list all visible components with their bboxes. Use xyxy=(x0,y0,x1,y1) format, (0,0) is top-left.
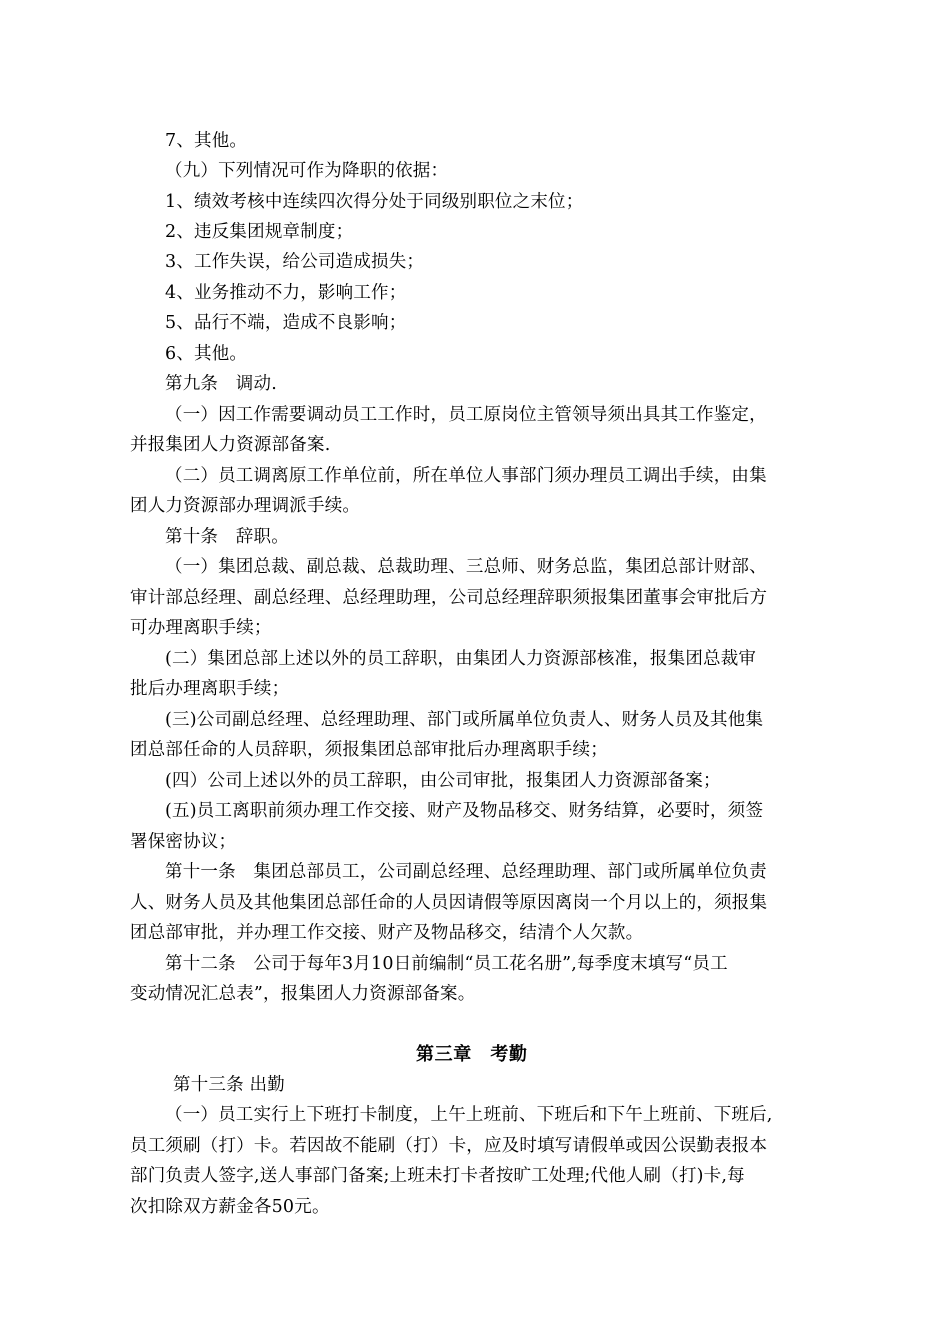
text-line: 1、绩效考核中连续四次得分处于同级别职位之末位； xyxy=(165,192,584,212)
text-line: 批后办理离职手续； xyxy=(130,679,290,699)
text-line: 7、其他。 xyxy=(165,131,248,151)
text-line: (二）集团总部上述以外的员工辞职，由集团人力资源部核准，报集团总裁审 xyxy=(165,649,757,669)
text-line: 并报集团人力资源部备案. xyxy=(130,435,331,455)
text-line: （二）员工调离原工作单位前，所在单位人事部门须办理员工调出手续，由集 xyxy=(165,466,767,486)
text-line: 部门负责人签字,送人事部门备案;上班未打卡者按旷工处理;代他人刷（打)卡,每 xyxy=(130,1166,745,1186)
article-heading: 第十三条 出勤 xyxy=(173,1075,285,1095)
text-line: （一）集团总裁、副总裁、总裁助理、三总师、财务总监，集团总部计财部、 xyxy=(165,557,767,577)
text-line: 团总部任命的人员辞职，须报集团总部审批后办理离职手续； xyxy=(130,740,608,760)
text-line: 变动情况汇总表”，报集团人力资源部备案。 xyxy=(130,984,476,1004)
text-line: 人、财务人员及其他集团总部任命的人员因请假等原因离岗一个月以上的，须报集 xyxy=(130,893,768,913)
text-line: 员工须刷（打）卡。若因故不能刷（打）卡，应及时填写请假单或因公误勤表报本 xyxy=(130,1136,768,1156)
article-heading: 第十条 辞职。 xyxy=(165,527,289,547)
text-line: 团人力资源部办理调派手续。 xyxy=(130,496,361,516)
text-line: 可办理离职手续； xyxy=(130,618,272,638)
text-line: 团总部审批，并办理工作交接、财产及物品移交，结清个人欠款。 xyxy=(130,923,644,943)
text-line: (五)员工离职前须办理工作交接、财产及物品移交、财务结算，必要时，须签 xyxy=(165,801,764,821)
text-line: 5、品行不端，造成不良影响； xyxy=(165,313,407,333)
text-line: 2、违反集团规章制度； xyxy=(165,222,354,242)
text-line: 署保密协议； xyxy=(130,832,237,852)
text-line: （九）下列情况可作为降职的依据： xyxy=(165,161,449,181)
article-heading: 第九条 调动. xyxy=(165,374,277,394)
text-line: 第十一条 集团总部员工，公司副总经理、总经理助理、部门或所属单位负责 xyxy=(165,862,767,882)
text-line: （一）员工实行上下班打卡制度，上午上班前、下班后和下午上班前、下班后, xyxy=(165,1105,773,1125)
text-line: (三)公司副总经理、总经理助理、部门或所属单位负责人、财务人员及其他集 xyxy=(165,710,764,730)
text-line: 次扣除双方薪金各50元。 xyxy=(130,1197,330,1217)
text-line: 6、其他。 xyxy=(165,344,248,364)
text-line: 4、业务推动不力，影响工作； xyxy=(165,283,407,303)
text-line: （一）因工作需要调动员工工作时，员工原岗位主管领导须出具其工作鉴定， xyxy=(165,405,767,425)
chapter-heading: 第三章 考勤 xyxy=(416,1044,528,1065)
text-line: (四）公司上述以外的员工辞职，由公司审批，报集团人力资源部备案； xyxy=(165,771,721,791)
text-line: 审计部总经理、副总经理、总经理助理，公司总经理辞职须报集团董事会审批后方 xyxy=(130,588,768,608)
text-line: 第十二条 公司于每年3月10日前编制“员工花名册”,每季度末填写“员工 xyxy=(165,954,728,974)
text-line: 3、工作失误，给公司造成损失； xyxy=(165,252,425,272)
